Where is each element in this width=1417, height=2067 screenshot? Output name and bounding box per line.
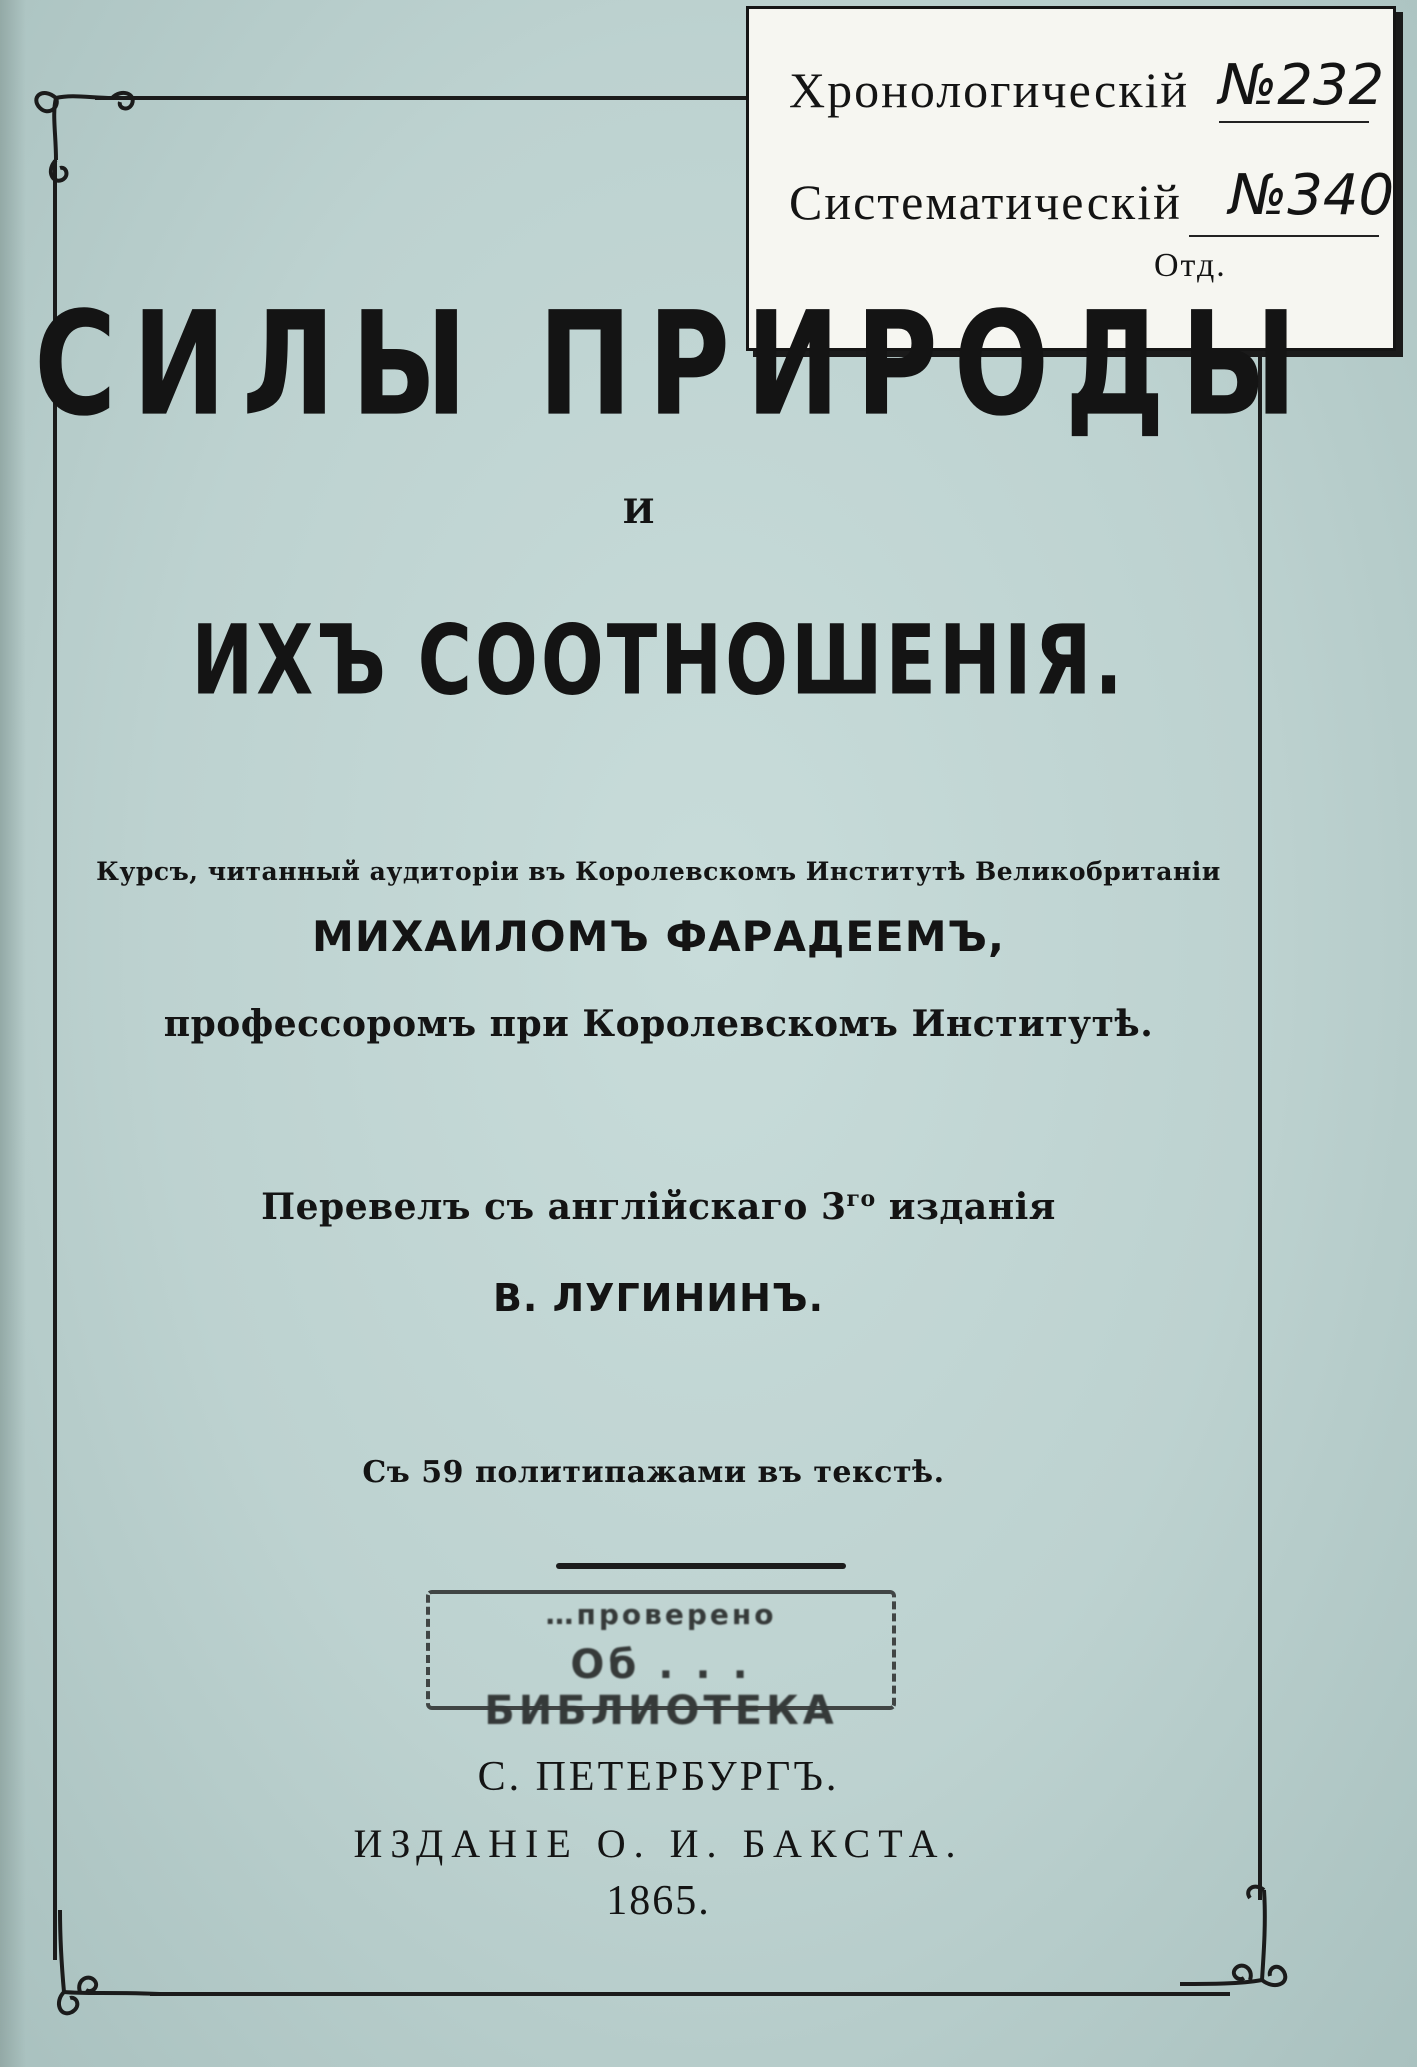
imprint-city: С. ПЕТЕРБУРГЪ. [477,1754,840,1800]
stamp-line-2: Об . . . БИБЛИОТЕКА [484,1642,838,1734]
translation-text-end: изданія [875,1186,1056,1228]
systematic-label: Систематическій [789,174,1182,230]
illustrations-note: Съ 59 политипажами въ текстѣ. [362,1455,945,1490]
frame-bottom-line [150,1992,1230,1996]
chronological-label: Хронологическій [789,62,1190,118]
frame-top-line [95,96,755,100]
book-subtitle: ИХЪ СООТНОШЕНІЯ. [191,605,1126,717]
systematic-number: №340 [1229,163,1395,228]
author-name: МИХАИЛОМЪ ФАРАДЕЕМЪ, [312,912,1005,961]
translator-name: В. ЛУГИНИНЪ. [492,1276,825,1320]
imprint-publisher: ИЗДАНІЕ О. И. БАКСТА. [353,1821,964,1866]
translation-note [0,1186,1367,1228]
chronological-number: №232 [1219,53,1385,118]
frame-right-line [1258,340,1262,1900]
library-stamp [426,1590,896,1734]
chronological-rule [1219,121,1369,123]
ornamental-rule [556,1563,846,1569]
imprint-year: 1865. [606,1878,711,1924]
corner-ornament-top-left [22,68,152,198]
department-label: Отд. [1154,247,1227,284]
book-title: СИЛЫ ПРИРОДЫ [34,281,1313,449]
translation-text: Перевелъ съ англійскаго 3 [261,1186,847,1228]
edition-superscript: го [846,1186,876,1212]
author-position: профессоромъ при Королевскомъ Институтѣ. [163,1003,1154,1045]
stamp-line-1: …проверено [545,1598,777,1631]
title-conjunction: И [622,492,655,532]
systematic-rule [1189,235,1379,237]
course-description: Курсъ, читанный аудиторіи въ Королевскомъ Институтѣ Великобританіи [96,857,1221,886]
